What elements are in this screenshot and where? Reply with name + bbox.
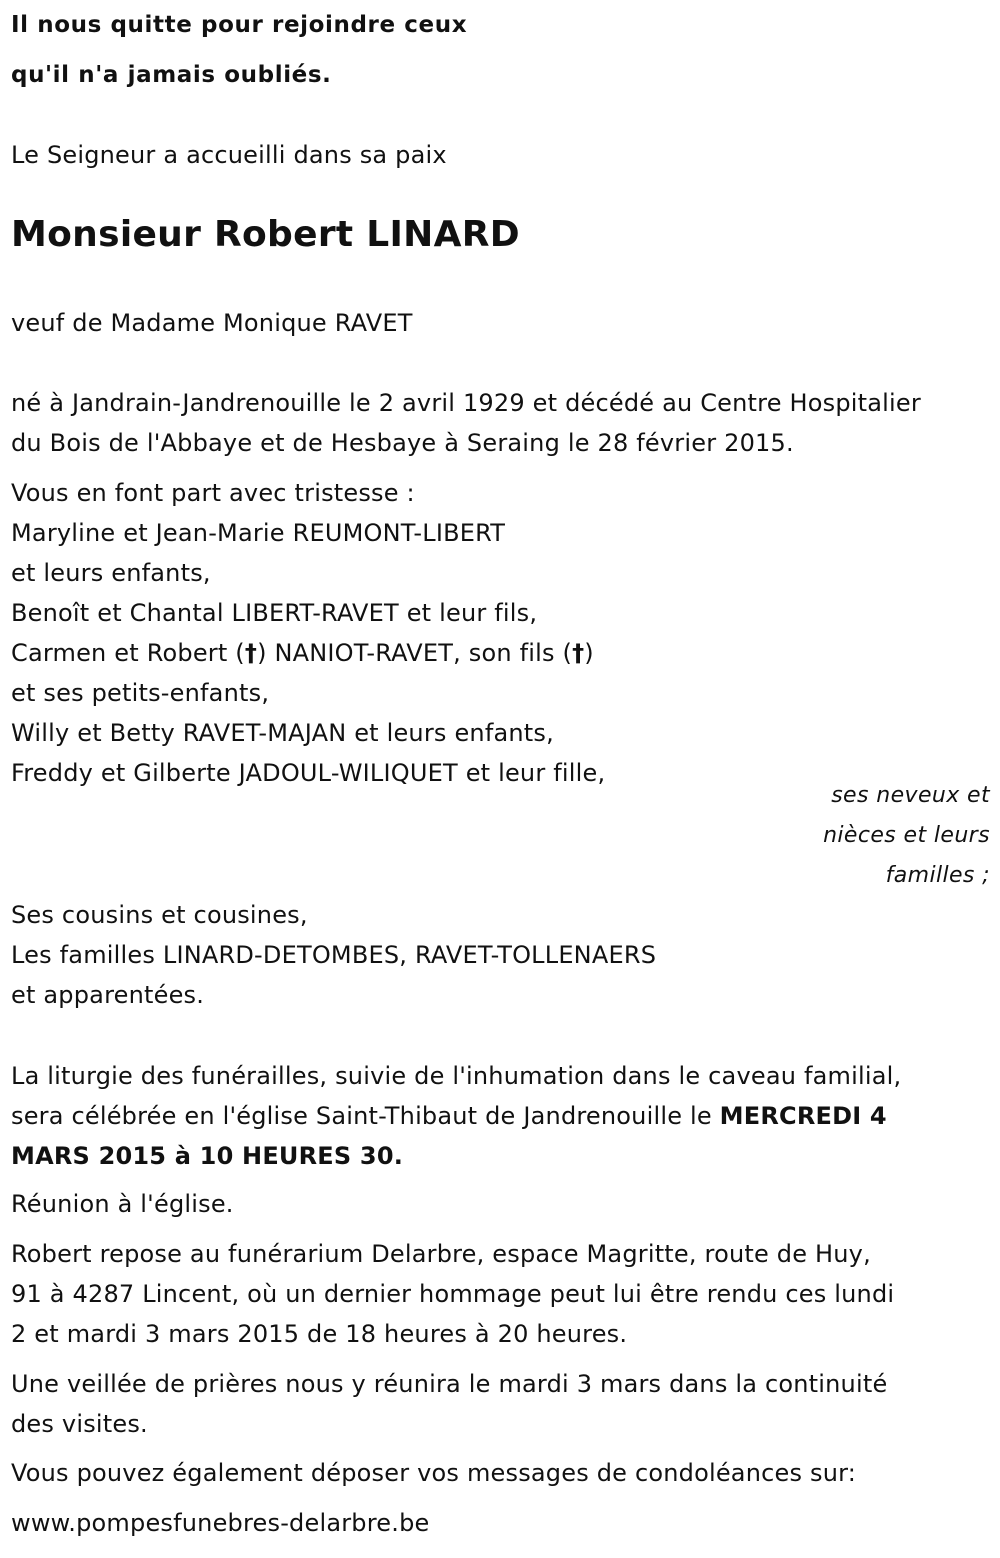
dagger-symbol: † — [572, 639, 585, 667]
family-line-part: ) NANIOT-RAVET, son fils ( — [257, 639, 573, 667]
condolences-text: Vous pouvez également déposer vos messages de condoléances sur: — [11, 1459, 857, 1487]
vigil-line-2: des visites. — [11, 1410, 148, 1438]
family-line: et ses petits-enfants, — [11, 679, 270, 707]
nephews-line-2: nièces et leurs — [823, 823, 990, 848]
family-line-deceased — [11, 638, 594, 668]
birth-death-line-1: né à Jandrain-Jandrenouille le 2 avril 1929 et décédé au Centre Hospitalier — [11, 389, 921, 417]
birth-death-line-2: du Bois de l'Abbaye et de Hesbaye à Seraing le 28 février 2015. — [11, 429, 794, 457]
dagger-symbol: † — [244, 639, 258, 667]
visitation-line-2: 91 à 4287 Lincent, où un dernier hommage peut lui être rendu ces lundi — [11, 1280, 895, 1308]
nephews-line-3: familles ; — [885, 863, 990, 888]
intro-line-2: qu'il n'a jamais oubliés. — [11, 62, 332, 88]
funeral-line-2 — [11, 1101, 887, 1131]
vigil-line-1: Une veillée de prières nous y réunira le mardi 3 mars dans la continuité — [11, 1370, 888, 1398]
family-intro: Vous en font part avec tristesse : — [11, 479, 415, 507]
visitation-line-3: 2 et mardi 3 mars 2015 de 18 heures à 20 heures. — [11, 1320, 628, 1348]
family-line: Maryline et Jean-Marie REUMONT-LIBERT — [11, 519, 506, 547]
family-line: Willy et Betty RAVET-MAJAN et leurs enfants, — [11, 719, 554, 747]
family-line-part: Carmen et Robert ( — [11, 639, 245, 667]
nephews-line-1: ses neveux et — [831, 783, 990, 808]
family-line: Benoît et Chantal LIBERT-RAVET et leur fils, — [11, 599, 538, 627]
visitation-line-1: Robert repose au funérarium Delarbre, espace Magritte, route de Huy, — [11, 1240, 871, 1268]
condolences-url[interactable]: www.pompesfunebres-delarbre.be — [11, 1509, 430, 1537]
funeral-text: sera célébrée en l'église Saint-Thibaut de Jandrenouille le — [11, 1102, 720, 1130]
funeral-date-time: MARS 2015 à 10 HEURES 30. — [11, 1142, 404, 1170]
widower-text: veuf de Madame Monique RAVET — [11, 309, 413, 337]
family-line-part: ) — [584, 639, 594, 667]
cousins-text: Ses cousins et cousines, — [11, 901, 308, 929]
welcome-text: Le Seigneur a accueilli dans sa paix — [11, 141, 447, 169]
funeral-date: MERCREDI 4 — [719, 1102, 887, 1130]
intro-line-1: Il nous quitte pour rejoindre ceux — [11, 12, 468, 38]
families-text: Les familles LINARD-DETOMBES, RAVET-TOLLENAERS — [11, 941, 657, 969]
deceased-name: Monsieur Robert LINARD — [11, 214, 520, 255]
related-text: et apparentées. — [11, 981, 205, 1009]
meeting-text: Réunion à l'église. — [11, 1190, 234, 1218]
family-line: Freddy et Gilberte JADOUL-WILIQUET et leur fille, — [11, 759, 606, 787]
funeral-line-1: La liturgie des funérailles, suivie de l'inhumation dans le caveau familial, — [11, 1062, 902, 1090]
family-line: et leurs enfants, — [11, 559, 211, 587]
